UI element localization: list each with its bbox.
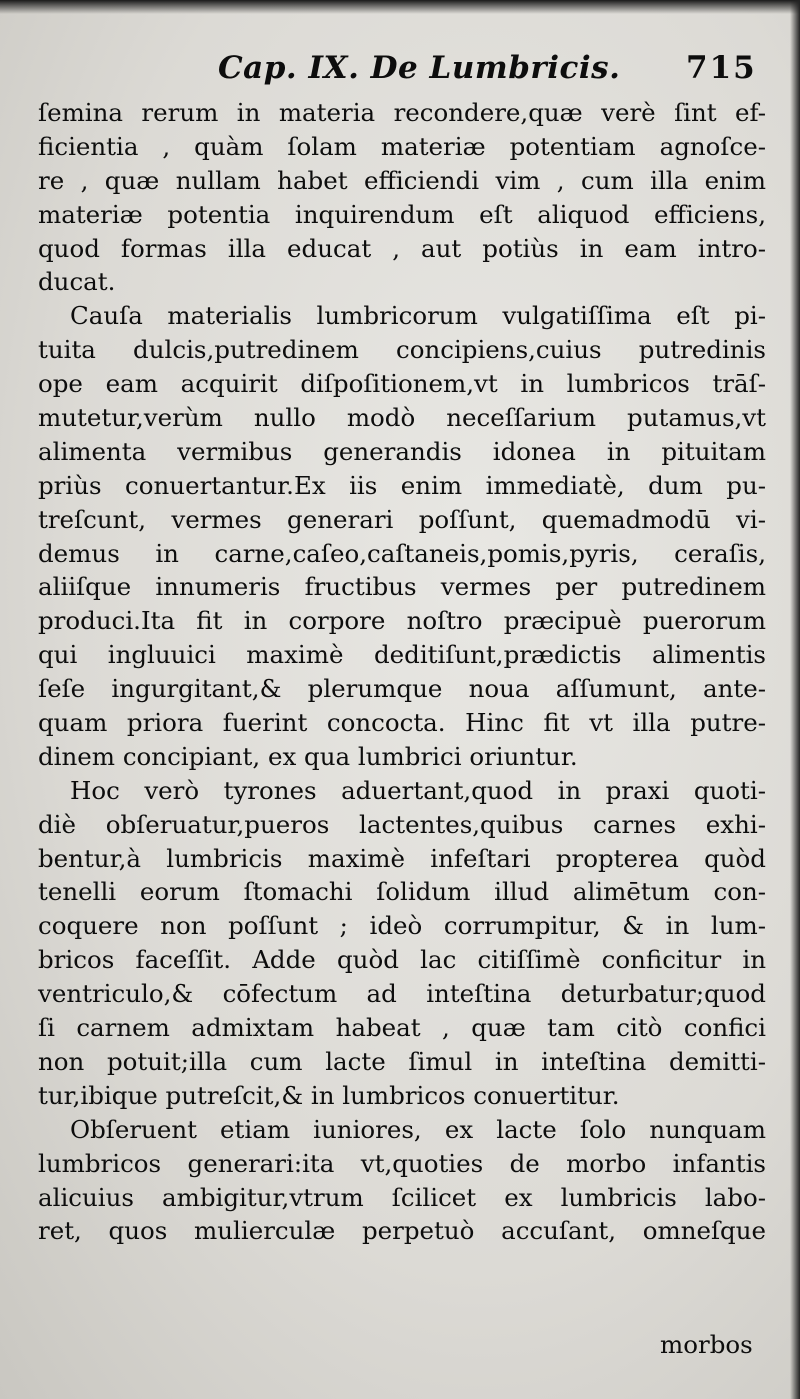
text-line: bentur,à lumbricis maximè infeſtari propterea quòd [38,843,766,873]
text-line: re , quæ nullam habet efficiendi vim , cum illa enim [38,165,766,195]
text-line: Cauſa materialis lumbricorum vulgatiſſima eſt pi- [70,301,766,331]
text-line: Hoc verò tyrones aduertant,quod in praxi quoti- [70,775,766,805]
page-number: 715 [686,50,757,86]
text-line: alicuius ambigitur,vtrum ſcilicet ex lumbricis labo- [38,1182,766,1212]
text-line: tuita dulcis,putredinem concipiens,cuius putredinis [38,335,766,365]
text-line: ventriculo,& cōfectum ad inteſtina deturbatur;quod [38,979,766,1009]
text-line: tur,ibique putreſcit,& in lumbricos conuertitur. [38,1080,620,1110]
text-line: demus in carne,caſeo,caſtaneis,pomis,pyris, ceraſis, [38,538,766,568]
page-right-shadow [790,0,800,1399]
catchword: morbos [660,1330,753,1359]
text-line: ſemina rerum in materia recondere,quæ verè ſint ef- [38,98,766,127]
text-line: priùs conuertantur.Ex iis enim immediatè, dum pu- [38,470,766,500]
text-line: ret, quos mulierculæ perpetuò accuſant, omneſque [38,1216,766,1246]
text-line: bricos faceſſit. Adde quòd lac citiſſimè conficitur in [38,945,766,975]
text-line: Obſeruent etiam iuniores, ex lacte ſolo nunquam [70,1114,766,1144]
text-line: materiæ potentia inquirendum eſt aliquod efficiens, [38,199,766,229]
text-line: ſeſe ingurgitant,& plerumque noua aſſumunt, ante- [38,674,766,704]
text-line: ope eam acquirit diſpoſitionem,vt in lumbricos trāſ- [38,369,766,399]
text-line: quod formas illa educat , aut potiùs in eam intro- [38,233,766,263]
text-line: tenelli eorum ſtomachi ſolidum illud alimētum con- [38,877,766,907]
text-line: ficientia , quàm ſolam materiæ potentiam agnoſce- [38,131,766,161]
text-line: dinem concipiant, ex qua lumbrici oriuntur. [38,741,578,771]
body-text [38,96,766,1248]
text-line: non potuit;illa cum lacte ſimul in inteſtina demitti- [38,1046,766,1076]
text-line: produci.Ita fit in corpore noſtro præcipuè puerorum [38,606,766,636]
text-line: coquere non poſſunt ; ideò corrumpitur, & in lum- [38,911,766,941]
text-line: treſcunt, vermes generari poſſunt, quemadmodū vi- [38,504,766,534]
text-line: quam priora fuerint concocta. Hinc fit vt illa putre- [38,708,766,738]
page-top-shadow [0,0,800,14]
text-line: mutetur,verùm nullo modò neceſſarium putamus,vt [38,403,766,433]
running-head [0,50,800,98]
chapter-title: Cap. IX. De Lumbricis. [218,50,621,86]
text-line: alimenta vermibus generandis idonea in pituitam [38,436,766,466]
text-line: diè obſeruatur,pueros lactentes,quibus carnes exhi- [38,809,766,839]
text-line: lumbricos generari:ita vt,quoties de morbo infantis [38,1148,766,1178]
text-line: ſi carnem admixtam habeat , quæ tam citò confici [38,1013,766,1043]
text-line: ducat. [38,267,116,297]
text-line: aliiſque innumeris fructibus vermes per putredinem [38,572,766,602]
text-line: qui ingluuici maximè deditiſunt,prædictis alimentis [38,640,766,670]
